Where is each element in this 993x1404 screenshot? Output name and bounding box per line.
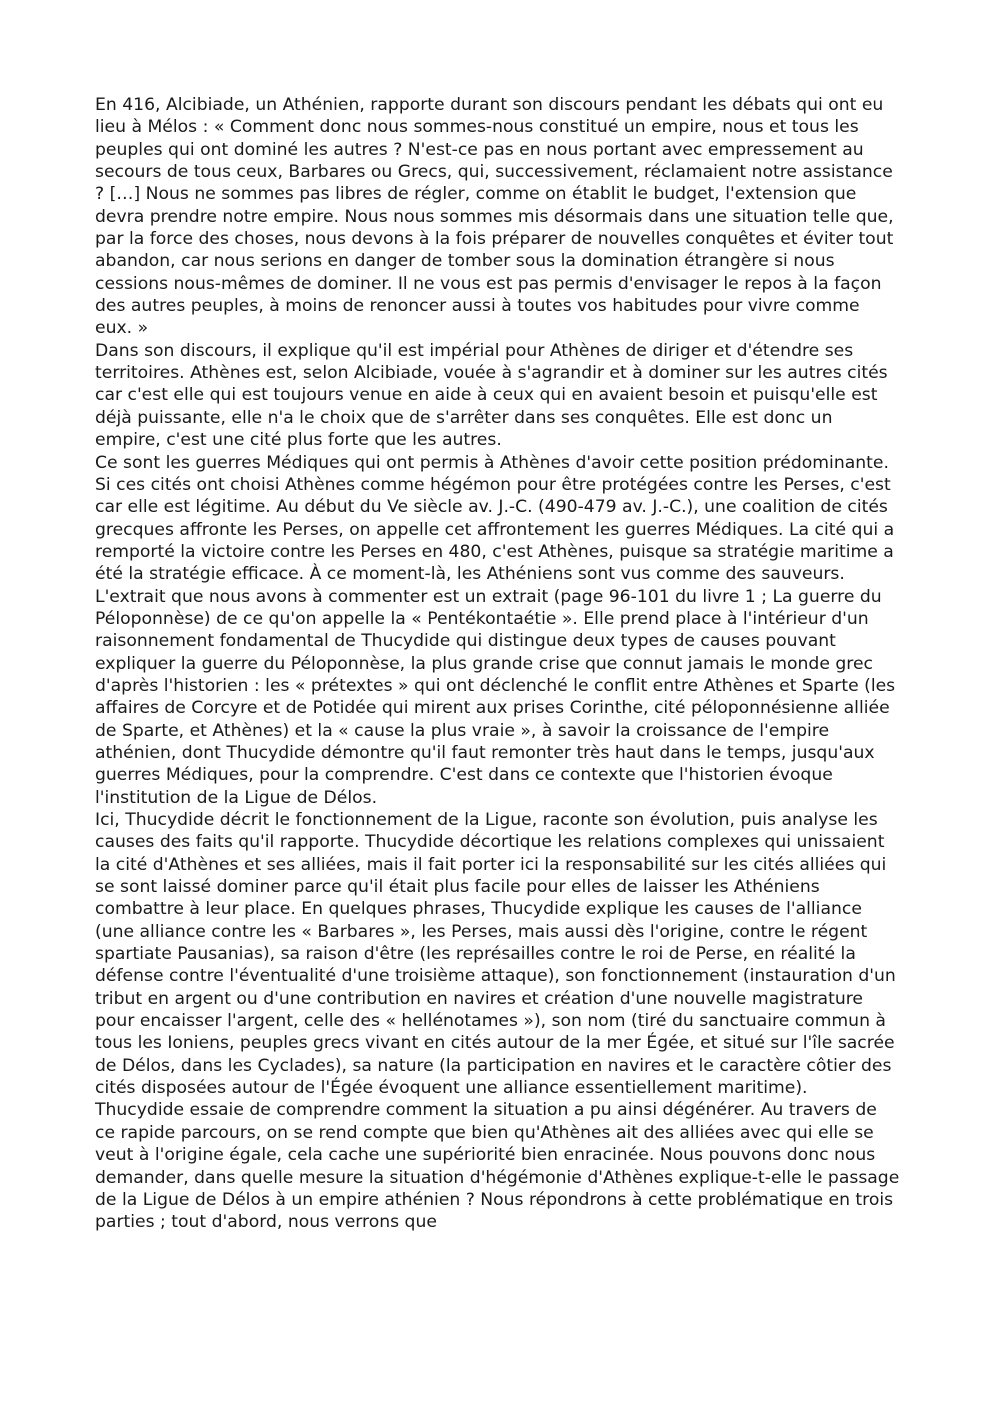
paragraph-problematique: Thucydide essaie de comprendre comment la situation a pu ainsi dégénérer. Au travers de ce rapide parcours, on se rend compte que bien qu'Athènes ait des alliées avec qui elle se veut à l'origine égale, cela cache une supériorité bien enracinée. Nous pouvons donc nous demander, dans quelle mesure la situation d'hégémonie d'Athènes explique-t-elle le passage de la Ligue de Délos à un empire athénien ? Nous répondrons à cette problématique en trois parties ; tout d'abord, nous verrons que [95, 1100, 900, 1233]
document-body [95, 94, 901, 1234]
paragraph-extrait-contexte: L'extrait que nous avons à commenter est un extrait (page 96-101 du livre 1 ; La guerre du Péloponnèse) de ce qu'on appelle la « Pentékontaétie ». Elle prend place à l'intérieur d'un raisonnement fondamental de Thucydide qui distingue deux types de causes pouvant expliquer la guerre du Péloponnèse, la plus grande crise que connut jamais le monde grec d'après l'historien : les « prétextes » qui ont déclenché le conflit entre Athènes et Sparte (les affaires de Corcyre et de Potidée qui mirent aux prises Corinthe, cité péloponnésienne alliée de Sparte, et Athènes) et la « cause la plus vraie », à savoir la croissance de l'empire athénien, dont Thucydide démontre qu'il faut remonter très haut dans le temps, jusqu'aux guerres Médiques, pour la comprendre. C'est dans ce contexte que l'historien évoque l'institution de la Ligue de Délos. [95, 586, 896, 808]
paragraph-guerres-mediques: Ce sont les guerres Médiques qui ont permis à Athènes d'avoir cette position prédominante. Si ces cités ont choisi Athènes comme hégémon pour être protégées contre les Perses, c'est car elle est légitime. Au début du Ve siècle av. J.-C. (490-479 av. J.-C.), une coalition de cités grecques affronte les Perses, on appelle cet affrontement les guerres Médiques. La cité qui a remporté la victoire contre les Perses en 480, c'est Athènes, puisque sa stratégie maritime a été la stratégie efficace. À ce moment-là, les Athéniens sont vus comme des sauveurs. [95, 452, 895, 585]
paragraph-alcibiade-quote: En 416, Alcibiade, un Athénien, rapporte durant son discours pendant les débats qui ont eu lieu à Mélos : « Comment donc nous sommes-nous constitué un empire, nous et tous les peuples qui ont dominé les autres ? N'est-ce pas en nous portant avec empressement au secours de tous ceux, Barbares ou Grecs, qui, successivement, réclamaient notre assistance ? […] Nous ne sommes pas libres de régler, comme on établit le budget, l'extension que devra prendre notre empire. Nous nous sommes mis désormais dans une situation telle que, par la force des choses, nous devons à la fois préparer de nouvelles conquêtes et éviter tout abandon, car nous serions en danger de tomber sous la domination étrangère si nous cessions nous-mêmes de dominer. Il ne vous est pas permis d'envisager le repos à la façon des autres peuples, à moins de renoncer aussi à toutes vos habitudes pour vivre comme eux. » [95, 95, 894, 339]
paragraph-fonctionnement-ligue: Ici, Thucydide décrit le fonctionnement de la Ligue, raconte son évolution, puis analyse les causes des faits qu'il rapporte. Thucydide décortique les relations complexes qui unissaient la cité d'Athènes et ses alliées, mais il fait porter ici la responsabilité sur les cités alliées qui se sont laissé dominer parce qu'il était plus facile pour elles de laisser les Athéniens combattre à leur place. En quelques phrases, Thucydide explique les causes de l'alliance (une alliance contre les « Barbares », les Perses, mais aussi dès l'origine, contre le régent spartiate Pausanias), sa raison d'être (les représailles contre le roi de Perse, en réalité la défense contre l'éventualité d'une troisième attaque), son fonctionnement (instauration d'un tribut en argent ou d'une contribution en navires et création d'une nouvelle magistrature pour encaisser l'argent, celle des « hellénotames »), son nom (tiré du sanctuaire commun à tous les Ioniens, peuples grecs vivant en cités autour de la mer Égée, et situé sur l'île sacrée de Délos, dans les Cyclades), sa nature (la participation en navires et le caractère côtier des cités disposées autour de l'Égée évoquent une alliance essentiellement maritime). [95, 810, 896, 1099]
paragraph-discours-explication: Dans son discours, il explique qu'il est impérial pour Athènes de diriger et d'étendre ses territoires. Athènes est, selon Alcibiade, vouée à s'agrandir et à dominer sur les autres cités car c'est elle qui est toujours venue en aide à ceux qui en avaient besoin et puisqu'elle est déjà puissante, elle n'a le choix que de s'arrêter dans ses conquêtes. Elle est donc un empire, c'est une cité plus forte que les autres. [95, 340, 888, 451]
